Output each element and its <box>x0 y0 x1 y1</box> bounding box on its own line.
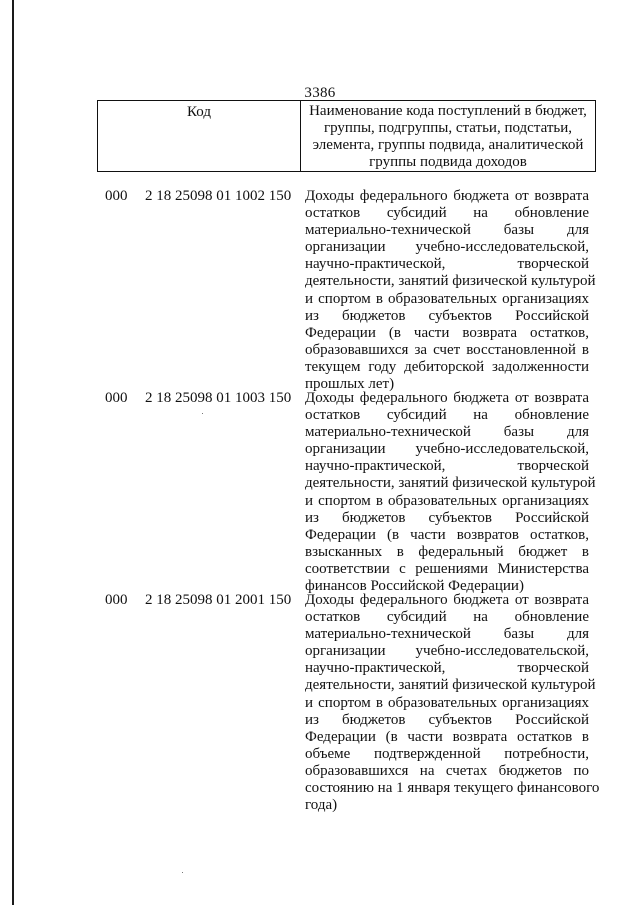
description-line: остатков субсидий на обновление <box>305 205 589 222</box>
admin-code: 000 <box>105 188 128 204</box>
description-line: материально-технической базы для <box>305 626 589 643</box>
description-line: организации учебно-исследовательской, <box>305 239 589 256</box>
description-line: научно-практической, творческой <box>305 660 589 677</box>
description-line: Доходы федерального бюджета от возврата <box>305 188 589 204</box>
header-name-column <box>301 101 595 171</box>
description-line: организации учебно-исследовательской, <box>305 441 589 458</box>
description-line: деятельности, занятий физической культурой <box>305 677 596 694</box>
table-header <box>97 100 596 172</box>
page-left-border <box>12 0 14 905</box>
description-line: остатков субсидий на обновление <box>305 609 589 626</box>
header-code-column: Код <box>98 101 301 171</box>
description-line: Доходы федерального бюджета от возврата <box>305 390 589 406</box>
description-line: прошлых лет) <box>305 376 395 393</box>
admin-code: 000 <box>105 390 128 406</box>
description-line: из бюджетов субъектов Российской <box>305 307 589 324</box>
description-line: научно-практической, творческой <box>305 458 589 475</box>
header-name-line: группы, подгруппы, статьи, подстатьи, <box>323 120 573 136</box>
scan-speck <box>202 413 203 414</box>
header-name-line: Наименование кода поступлений в бюджет, <box>309 103 587 119</box>
description-line: материально-технической базы для <box>305 424 589 441</box>
description-line: Федерации (в части возврата остатков, <box>305 324 589 341</box>
description-line: состоянию на 1 января текущего финансового <box>305 780 600 797</box>
description-line: Доходы федерального бюджета от возврата <box>305 592 589 608</box>
income-code: 2 18 25098 01 1003 150 <box>145 390 292 406</box>
description-line: из бюджетов субъектов Российской <box>305 711 589 728</box>
description-line: года) <box>305 797 338 814</box>
description-line: и спортом в образовательных организациях <box>305 694 589 711</box>
description-line: объеме подтвержденной потребности, <box>305 745 589 762</box>
page-number: 3386 <box>304 85 336 101</box>
income-code: 2 18 25098 01 2001 150 <box>145 592 292 608</box>
description-line: научно-практической, творческой <box>305 256 589 273</box>
description-line: деятельности, занятий физической культурой <box>305 273 596 290</box>
description-line: образовавшихся на счетах бюджетов по <box>305 762 589 779</box>
header-name-line: элемента, группы подвида, аналитической <box>312 137 584 153</box>
description-line: текущем году дебиторской задолженности <box>305 358 589 375</box>
description-line: соответствии с решениями Министерства <box>305 560 589 577</box>
description-line: и спортом в образовательных организациях <box>305 290 589 307</box>
income-code: 2 18 25098 01 1002 150 <box>145 188 292 204</box>
description-line: образовавшихся за счет восстановленной в <box>305 341 589 358</box>
description-line: и спортом в образовательных организациях <box>305 492 589 509</box>
income-description <box>305 188 596 393</box>
header-name-line: группы подвида доходов <box>369 154 527 170</box>
description-line: финансов Российской Федерации) <box>305 578 524 595</box>
scan-speck <box>182 872 183 873</box>
income-description <box>305 592 600 814</box>
income-description <box>305 390 596 595</box>
description-line: из бюджетов субъектов Российской <box>305 509 589 526</box>
admin-code: 000 <box>105 592 128 608</box>
description-line: материально-технической базы для <box>305 222 589 239</box>
description-line: организации учебно-исследовательской, <box>305 643 589 660</box>
description-line: деятельности, занятий физической культурой <box>305 475 596 492</box>
description-line: Федерации (в части возврата остатков в <box>305 728 589 745</box>
description-line: остатков субсидий на обновление <box>305 407 589 424</box>
description-line: взысканных в федеральный бюджет в <box>305 543 589 560</box>
description-line: Федерации (в части возвратов остатков, <box>305 526 589 543</box>
